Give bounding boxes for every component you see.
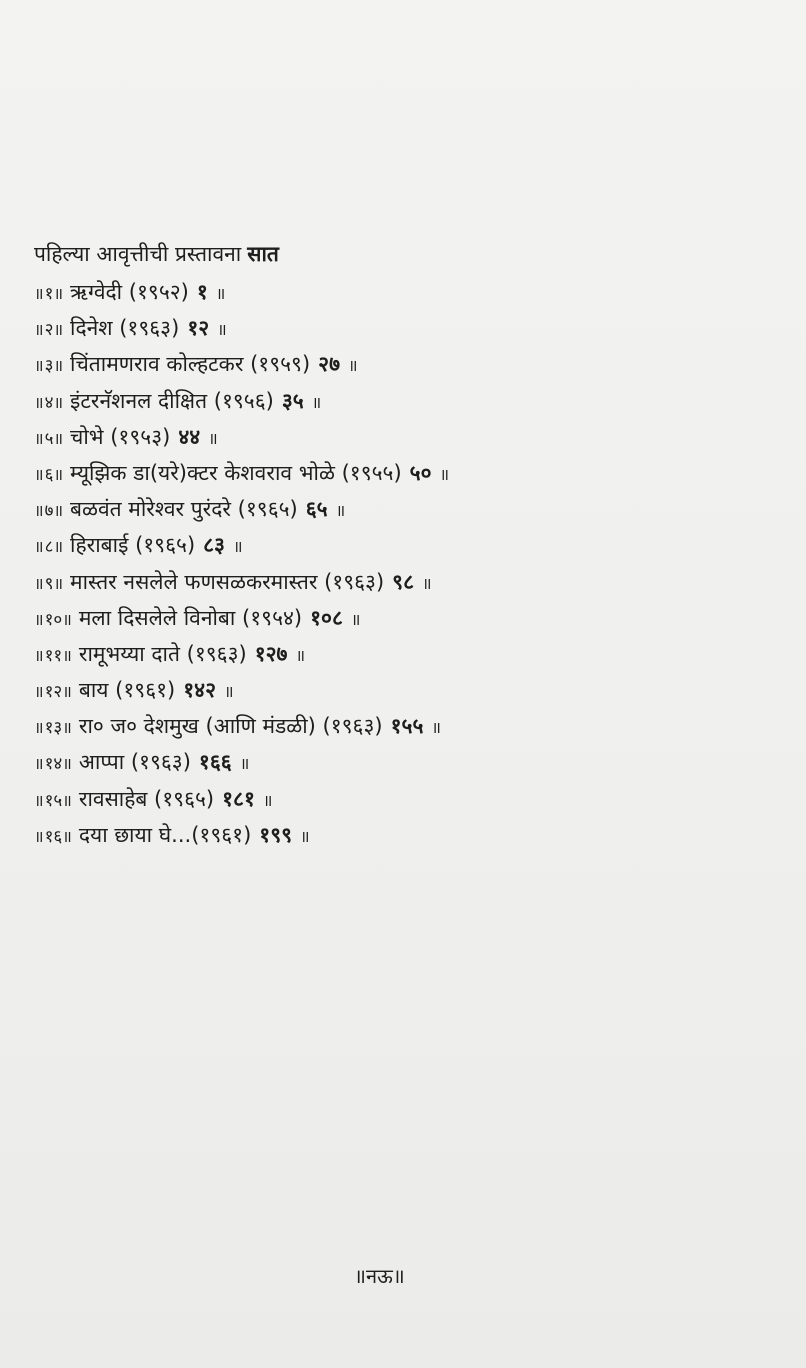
toc-entry-6: ॥६॥ म्यूझिक डा(यरे)क्टर केशवराव भोळे (१९५५) ५० ॥	[34, 460, 450, 485]
entry-page-number: ६५	[305, 497, 328, 522]
entry-page-number: ५०	[409, 460, 432, 485]
toc-entry-15: ॥१५॥ रावसाहेब (१९६५) १८१ ॥	[34, 786, 273, 811]
table-of-contents	[34, 236, 774, 853]
entry-page-number: १८१	[222, 786, 255, 811]
toc-entry-16: ॥१६॥ दया छाया घे...(१९६१) १९९ ॥	[34, 822, 310, 847]
entry-title: ऋग्वेदी (१९५२)	[70, 280, 189, 304]
entry-title: रावसाहेब (१९६५)	[78, 786, 215, 811]
entry-number: २	[44, 320, 54, 341]
entry-number: १०	[44, 609, 63, 630]
preface-title: पहिल्या आवृत्तीची प्रस्तावना	[34, 242, 242, 266]
entry-title: हिराबाई (१९६५)	[70, 533, 196, 558]
entry-page-number: १२७	[254, 641, 288, 666]
entry-number: १३	[44, 718, 63, 739]
toc-entry-12: ॥१२॥ बाय (१९६१) १४२ ॥	[34, 678, 234, 703]
entry-page-number: १०८	[310, 605, 343, 630]
entry-title: रामूभय्या दाते (१९६३)	[78, 641, 247, 666]
entry-page-number: १६६	[198, 750, 232, 775]
entry-number: १६	[44, 826, 63, 847]
toc-entry-8: ॥८॥ हिराबाई (१९६५) ८३ ॥	[34, 533, 243, 558]
entry-title: म्यूझिक डा(यरे)क्टर केशवराव भोळे (१९५५)	[70, 460, 402, 485]
entry-title: आप्पा (१९६३)	[78, 750, 191, 775]
toc-entry-7: ॥७॥ बळवंत मोरेश्वर पुरंदरे (१९६५) ६५ ॥	[34, 497, 346, 522]
entry-title: बळवंत मोरेश्वर पुरंदरे (१९६५)	[70, 497, 298, 522]
toc-entry-2: ॥२॥ दिनेश (१९६३) १२ ॥	[34, 316, 227, 341]
entry-page-number: १५५	[390, 714, 424, 739]
entry-number: १५	[44, 790, 63, 811]
entry-title: बाय (१९६१)	[78, 678, 176, 703]
toc-entry-14: ॥१४॥ आप्पा (१९६३) १६६ ॥	[34, 750, 250, 775]
entry-number: ३	[44, 356, 54, 377]
entry-title: रा० ज० देशमुख (आणि मंडळी) (१९६३)	[78, 714, 383, 739]
entry-page-number: ९८	[392, 569, 414, 594]
entry-page-number: ४४	[178, 424, 201, 449]
toc-entry-13: ॥१३॥ रा० ज० देशमुख (आणि मंडळी) (१९६३) १५५ ॥	[34, 714, 441, 739]
entry-number: ११	[44, 645, 63, 666]
entry-page-number: ३५	[281, 388, 304, 413]
entry-title: मास्तर नसलेले फणसळकरमास्तर (१९६३)	[70, 569, 385, 594]
entry-title: इंटरनॅशनल दीक्षित (१९५६)	[70, 388, 274, 413]
entry-page-number: ८३	[203, 533, 225, 558]
toc-entry-10: ॥१०॥ मला दिसलेले विनोबा (१९५४) १०८ ॥	[34, 605, 361, 630]
toc-entry-3: ॥३॥ चिंतामणराव कोल्हटकर (१९५९) २७ ॥	[34, 352, 358, 377]
toc-entry-11: ॥११॥ रामूभय्या दाते (१९६३) १२७ ॥	[34, 641, 306, 666]
entry-number: ८	[44, 537, 54, 558]
toc-entry-5: ॥५॥ चोभे (१९५३) ४४ ॥	[34, 424, 218, 449]
toc-entry-9: ॥९॥ मास्तर नसलेले फणसळकरमास्तर (१९६३) ९८ ॥	[34, 569, 432, 594]
entry-title: दया छाया घे...(१९६१)	[78, 822, 252, 847]
preface-page-number: सात	[247, 242, 279, 266]
entry-title: चिंतामणराव कोल्हटकर (१९५९)	[70, 352, 311, 377]
entry-page-number: १२	[187, 316, 210, 341]
entry-page-number: २७	[318, 352, 340, 377]
toc-entry-4: ॥४॥ इंटरनॅशनल दीक्षित (१९५६) ३५ ॥	[34, 388, 322, 413]
entry-number: ६	[44, 464, 54, 485]
entry-title: चोभे (१९५३)	[70, 424, 171, 449]
entry-number: १	[44, 284, 54, 304]
entry-number: ५	[44, 428, 54, 449]
entry-page-number: १९९	[259, 822, 293, 847]
page-folio: ॥नऊ॥	[354, 1264, 405, 1288]
entry-title: मला दिसलेले विनोबा (१९५४)	[78, 605, 303, 630]
preface-entry	[34, 236, 774, 272]
entry-page-number: १	[196, 280, 208, 304]
entry-number: १२	[44, 682, 63, 703]
toc-entry-1: ॥१॥ ऋग्वेदी (१९५२) १ ॥	[34, 280, 226, 304]
entry-number: ९	[44, 573, 54, 594]
entry-number: ४	[44, 392, 54, 413]
entry-number: ७	[44, 501, 54, 522]
entry-page-number: १४२	[183, 678, 216, 703]
entry-number: १४	[44, 754, 63, 775]
entry-title: दिनेश (१९६३)	[70, 316, 180, 341]
